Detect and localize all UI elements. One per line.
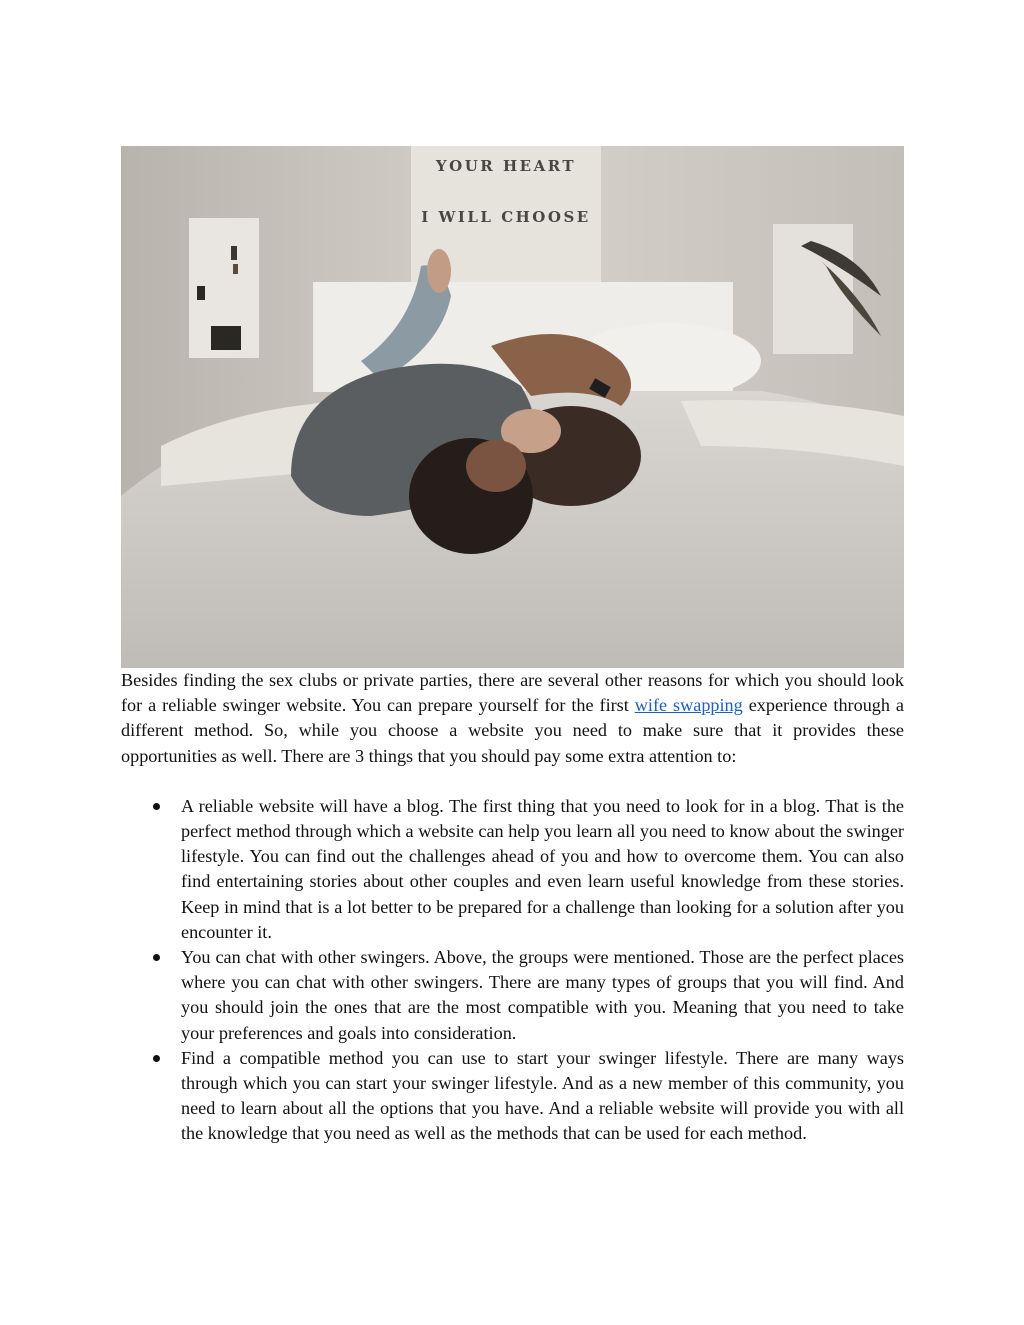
list-item-text: You can chat with other swingers. Above, the groups were mentioned. Those are the perfect places where you can chat with other swingers. There are many types of groups that you will find. And you should join the ones that are the most compatible with you. Meaning that you need to take your preferences and goals into consideration. (181, 947, 904, 1043)
intro-text-before: Besides finding the sex clubs or private parties, there are several other reasons for which you should look for a reliable swinger website. You can prepare yourself for the first (121, 670, 904, 716)
list-item (121, 1046, 904, 1147)
photo-illustration (121, 146, 904, 668)
bullet-icon (153, 1055, 160, 1062)
list-item-text: Find a compatible method you can use to start your swinger lifestyle. There are many ways through which you can start your swinger lifestyle. And as a new member of this community, you need to learn about all the options that you have. And a reliable website will provide you with all the knowledge that you need as well as the methods that can be used for each method. (181, 1047, 904, 1144)
tips-list (121, 794, 904, 1147)
wife-swapping-link[interactable]: wife swapping (634, 695, 743, 716)
bullet-icon (153, 803, 160, 810)
couple-bed-photo (121, 146, 904, 668)
article-body (121, 668, 904, 1147)
banner-line2: I WILL CHOOSE (421, 208, 591, 226)
banner-line1: YOUR HEART (435, 157, 577, 175)
intro-text-after: experience through a different method. So, while you choose a website you need to make sure that it provides these opportunities as well. There are 3 things that you should pay some extra attention to: (121, 695, 904, 766)
list-item (121, 945, 904, 1046)
list-item (121, 794, 904, 945)
list-item-text: A reliable website will have a blog. The first thing that you need to look for in a blog. That is the perfect method through which a website can help you learn all you need to know about the swinger lifestyle. You can find out the challenges ahead of you and how to overcome them. You can also find entertaining stories about other couples and even learn useful knowledge from these stories. Keep in mind that is a lot better to be prepared for a challenge than looking for a solution after you encounter it. (181, 795, 904, 942)
bullet-icon (153, 954, 160, 961)
intro-paragraph (121, 668, 904, 769)
